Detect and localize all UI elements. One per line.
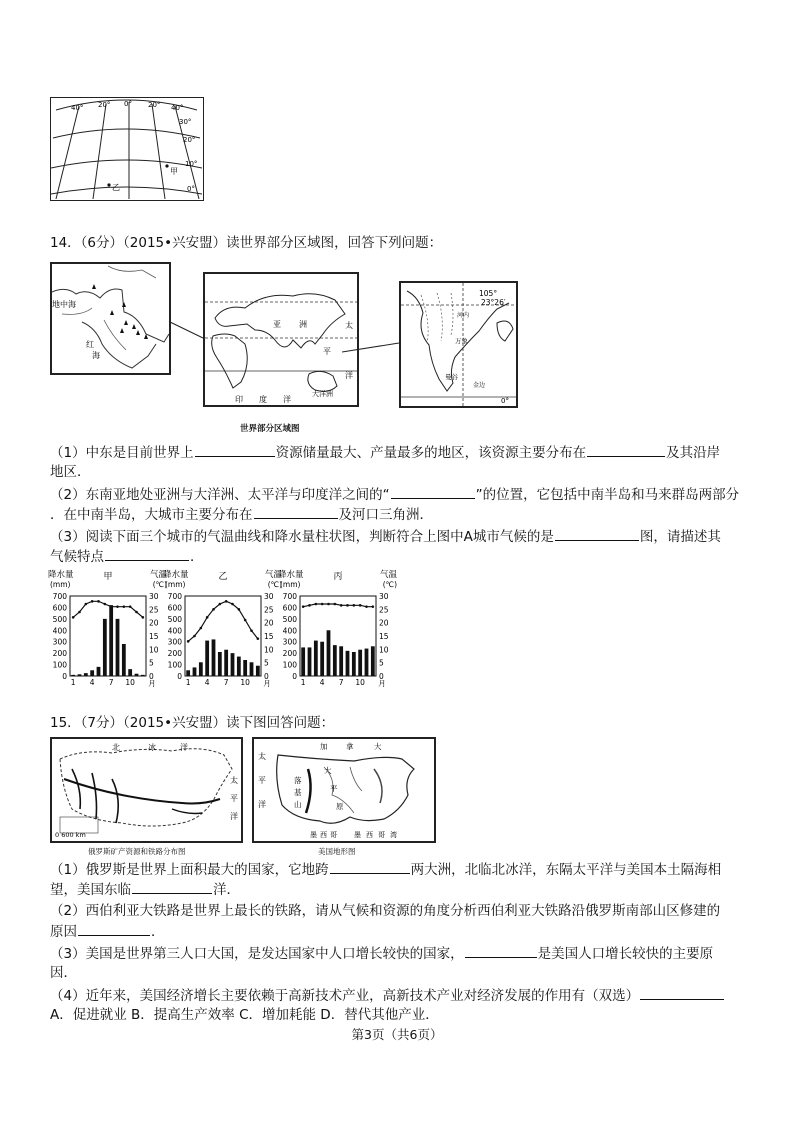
q15-sub3-line2: 因． bbox=[50, 965, 77, 981]
lon-label: 40° bbox=[171, 104, 184, 112]
map-label-red-sea: 红 bbox=[86, 340, 94, 349]
temperature-line bbox=[73, 601, 143, 617]
precip-bar bbox=[224, 650, 228, 676]
precip-bar bbox=[320, 642, 324, 676]
precip-bar bbox=[333, 645, 337, 676]
russia-resources-railway-map bbox=[50, 737, 243, 843]
precip-bar bbox=[237, 657, 241, 676]
y-tick-label: 200 bbox=[167, 649, 182, 659]
q15-sub4-line1: （4）近年来，美国经济增长主要依赖于高新技术产业，高新技术产业对经济发展的作用有（双选） bbox=[50, 985, 725, 1006]
map-label-asia-2: 洲 bbox=[299, 320, 307, 329]
x-tick-label: 7 bbox=[338, 678, 344, 687]
y2-axis-unit: (℃) bbox=[152, 580, 167, 589]
y2-tick-label: 25 bbox=[379, 605, 389, 615]
temperature-point bbox=[123, 605, 126, 608]
precip-bar bbox=[141, 675, 145, 676]
precip-bar bbox=[78, 674, 82, 676]
x-axis-unit: 月 bbox=[148, 679, 156, 688]
x-tick-label: 1 bbox=[70, 678, 76, 687]
y-tick-label: 500 bbox=[52, 614, 67, 624]
y2-tick-label: 0 bbox=[379, 672, 384, 681]
x-axis-unit: 月 bbox=[263, 679, 271, 688]
y2-tick-label: 0 bbox=[264, 672, 269, 681]
y-tick-label: 600 bbox=[167, 603, 182, 613]
precip-bar bbox=[103, 619, 107, 676]
map-label-mediterranean: 地中海 bbox=[52, 300, 76, 309]
y-tick-label: 100 bbox=[52, 660, 67, 670]
chart-title: 乙 bbox=[218, 572, 228, 582]
x-tick-label: 4 bbox=[89, 678, 95, 687]
map-label-rocky-2: 基 bbox=[294, 788, 302, 797]
map-label-pacific-3: 洋 bbox=[345, 371, 353, 380]
map-connector-lines bbox=[0, 0, 794, 450]
temperature-point bbox=[327, 603, 330, 606]
y-tick-label: 300 bbox=[167, 637, 182, 647]
y-tick-label: 200 bbox=[282, 649, 297, 659]
y-tick-label: 0 bbox=[177, 672, 182, 681]
q14-sub3-line2: 气候特点 ． bbox=[50, 546, 204, 567]
map-label-bangkok: 曼谷 bbox=[445, 373, 458, 381]
q14-sub2-line2: ．在中南半岛，大城市主要分布在 及河口三角洲． bbox=[50, 504, 433, 525]
map-label-indian-3: 洋 bbox=[283, 395, 291, 404]
temperature-line bbox=[188, 601, 258, 641]
lat-label: 30° bbox=[179, 118, 192, 126]
lat-label: 20° bbox=[183, 136, 196, 144]
q14-sub2-line1: （2）东南亚地处亚洲与大洋洲、太平洋与印度洋之间的“ ”的位置，它包括中南半岛和马来群岛两部分 bbox=[50, 484, 739, 505]
map-label-pacific-3: 洋 bbox=[258, 800, 266, 809]
precip-bar bbox=[339, 646, 343, 676]
temperature-point bbox=[359, 604, 362, 607]
answer-blank[interactable] bbox=[132, 879, 212, 894]
map-label-mexico-2: 西 bbox=[320, 831, 327, 839]
temperature-point bbox=[257, 637, 260, 640]
y-tick-label: 600 bbox=[52, 603, 67, 613]
temperature-point bbox=[91, 600, 94, 603]
precip-bar bbox=[116, 619, 120, 676]
precip-bar bbox=[371, 646, 375, 676]
answer-blank[interactable] bbox=[555, 526, 639, 541]
temperature-point bbox=[206, 616, 209, 619]
y2-tick-label: 5 bbox=[264, 658, 269, 668]
temperature-point bbox=[135, 611, 138, 614]
lon-label: 40° bbox=[71, 104, 84, 112]
temperature-point bbox=[315, 603, 318, 606]
world-map-caption: 世界部分区域图 bbox=[240, 424, 300, 434]
temperature-point bbox=[321, 603, 324, 606]
temperature-point bbox=[346, 604, 349, 607]
y2-axis-unit: (℃) bbox=[382, 580, 397, 589]
precip-bar bbox=[218, 652, 222, 676]
x-tick-label: 4 bbox=[319, 678, 325, 687]
y-tick-label: 300 bbox=[52, 637, 67, 647]
map-label-phnom-penh: 金边 bbox=[473, 382, 486, 389]
x-tick-label: 4 bbox=[204, 678, 210, 687]
map-label-red-sea-2: 海 bbox=[92, 351, 100, 360]
lon-label: 0° bbox=[124, 100, 132, 108]
map-label-canada-1: 加 bbox=[320, 742, 328, 751]
map-label-indian-2: 度 bbox=[259, 395, 267, 404]
y-axis-label: 降水量 bbox=[163, 570, 189, 580]
x-tick-label: 10 bbox=[240, 678, 250, 687]
temperature-point bbox=[187, 640, 190, 643]
precip-bar bbox=[199, 662, 203, 676]
map-label-oceania: 大洋洲 bbox=[312, 390, 333, 398]
page-footer: 第3页（共6页） bbox=[351, 1027, 443, 1042]
x-tick-label: 7 bbox=[108, 678, 114, 687]
point-label: 甲 bbox=[170, 167, 178, 176]
precip-bar bbox=[308, 647, 312, 676]
precip-bar bbox=[122, 644, 126, 676]
y-tick-label: 700 bbox=[52, 592, 67, 601]
y2-axis-label: 气温 bbox=[149, 570, 167, 580]
answer-blank[interactable] bbox=[640, 985, 724, 1000]
chart-title: 甲 bbox=[103, 572, 113, 582]
y-tick-label: 600 bbox=[282, 603, 297, 613]
climate-chart-yi bbox=[163, 568, 283, 688]
answer-blank[interactable] bbox=[330, 859, 410, 874]
lon-label: 20° bbox=[148, 101, 161, 109]
map-label-equator: 0° bbox=[501, 397, 509, 405]
temperature-point bbox=[353, 604, 356, 607]
answer-blank[interactable] bbox=[465, 943, 537, 958]
answer-blank[interactable] bbox=[587, 442, 665, 457]
y-axis-label: 降水量 bbox=[278, 570, 304, 580]
map-label-indian-1: 印 bbox=[235, 395, 243, 404]
answer-blank[interactable] bbox=[254, 504, 338, 519]
temperature-point bbox=[250, 629, 253, 632]
map-label-arctic-1: 北 bbox=[112, 743, 120, 752]
map-label-hanoi: 河内 bbox=[457, 312, 470, 319]
precip-bar bbox=[84, 673, 88, 676]
temperature-line bbox=[303, 604, 373, 607]
y-tick-label: 100 bbox=[282, 660, 297, 670]
precip-bar bbox=[327, 630, 331, 676]
climate-chart-bing bbox=[278, 568, 398, 688]
question-14-header: 14．（6分）（2015•兴安盟）读世界部分区域图，回答下列问题： bbox=[50, 235, 443, 251]
x-axis-unit: 月 bbox=[378, 679, 386, 688]
y2-tick-label: 10 bbox=[264, 645, 274, 655]
temperature-point bbox=[238, 608, 241, 611]
map-label-canada-2: 拿 bbox=[346, 742, 354, 751]
y2-tick-label: 25 bbox=[149, 605, 159, 615]
map-label-plain-3: 原 bbox=[336, 802, 344, 811]
map-label-pacific-2: 平 bbox=[323, 347, 331, 356]
temperature-point bbox=[78, 611, 81, 614]
y-tick-label: 300 bbox=[282, 637, 297, 647]
chart-title: 丙 bbox=[333, 572, 343, 582]
y-tick-label: 500 bbox=[167, 614, 182, 624]
answer-blank[interactable] bbox=[195, 442, 275, 457]
map-label-plain-2: 平 bbox=[330, 784, 338, 793]
precip-bar bbox=[97, 667, 101, 676]
y2-axis-unit: (℃) bbox=[267, 580, 282, 589]
temperature-point bbox=[110, 605, 113, 608]
x-tick-label: 7 bbox=[223, 678, 229, 687]
map-scale: 0 600 km bbox=[55, 831, 86, 839]
y2-axis-label: 气温 bbox=[379, 570, 397, 580]
precip-bar bbox=[186, 670, 190, 676]
y2-tick-label: 5 bbox=[379, 658, 384, 668]
precip-bar bbox=[301, 647, 305, 676]
temperature-point bbox=[142, 616, 145, 619]
q14-sub1-line1: （1）中东是目前世界上 资源储量最大、产量最多的地区，该资源主要分布在 及其沿岸 bbox=[50, 442, 720, 463]
y-tick-label: 700 bbox=[282, 592, 297, 601]
temperature-point bbox=[129, 605, 132, 608]
temperature-point bbox=[219, 603, 222, 606]
temperature-point bbox=[308, 604, 311, 607]
temperature-point bbox=[340, 604, 343, 607]
map-label-pacific-3: 洋 bbox=[230, 812, 238, 821]
map-label-tropic: 23°26′ bbox=[481, 298, 506, 307]
temperature-point bbox=[302, 605, 305, 608]
precip-bar bbox=[128, 669, 132, 676]
y-tick-label: 0 bbox=[62, 672, 67, 681]
precip-bar bbox=[346, 651, 350, 676]
temperature-point bbox=[72, 616, 75, 619]
temperature-point bbox=[193, 635, 196, 638]
y2-tick-label: 25 bbox=[264, 605, 274, 615]
plot-frame bbox=[70, 596, 146, 676]
q15-sub3-line1: （3）美国是世界第三人口大国，是发达国家中人口增长较快的国家， 是美国人口增长较快的主要原 bbox=[50, 943, 713, 964]
q15-sub2-line2: 原因 ． bbox=[50, 921, 165, 942]
map-label-rocky-3: 山 bbox=[294, 800, 302, 809]
temperature-point bbox=[365, 605, 368, 608]
precip-bar bbox=[358, 650, 362, 676]
temperature-point bbox=[200, 627, 203, 630]
y2-tick-label: 30 bbox=[379, 592, 389, 601]
y-tick-label: 0 bbox=[292, 672, 297, 681]
precip-bar bbox=[352, 652, 356, 676]
usa-terrain-map bbox=[252, 737, 436, 843]
temperature-point bbox=[231, 603, 234, 606]
precip-bar bbox=[193, 667, 197, 676]
map-label-rocky-1: 落 bbox=[294, 776, 302, 785]
y-tick-label: 100 bbox=[167, 660, 182, 670]
y2-tick-label: 15 bbox=[379, 632, 389, 641]
map-label-105: 105° bbox=[479, 289, 498, 298]
precip-bar bbox=[212, 639, 216, 676]
temperature-point bbox=[334, 603, 337, 606]
y-axis-unit: (mm) bbox=[50, 580, 71, 589]
map-label-mexico-3: 哥 bbox=[330, 831, 337, 839]
temperature-point bbox=[225, 600, 228, 603]
map-label-pacific-1: 太 bbox=[230, 776, 238, 785]
temperature-point bbox=[372, 605, 375, 608]
y-axis-unit: (mm) bbox=[165, 580, 186, 589]
map-label-mexico-1: 墨 bbox=[310, 831, 317, 839]
temperature-point bbox=[85, 603, 88, 606]
y-tick-label: 500 bbox=[282, 614, 297, 624]
x-tick-label: 1 bbox=[185, 678, 191, 687]
q14-sub1-line2: 地区． bbox=[50, 464, 91, 480]
q15-sub4-options: A．促进就业 B．提高生产效率 C．增加耗能 D．替代其他产业． bbox=[50, 1007, 439, 1023]
answer-blank[interactable] bbox=[105, 546, 189, 561]
temperature-point bbox=[212, 608, 215, 611]
point-label: 乙 bbox=[112, 183, 120, 192]
lon-label: 20° bbox=[98, 101, 111, 109]
temperature-point bbox=[244, 619, 247, 622]
y-axis-label: 降水量 bbox=[48, 570, 74, 580]
precip-bar bbox=[314, 641, 318, 676]
q15-sub2-line1: （2）西伯利亚大铁路是世界上最长的铁路，请从气候和资源的角度分析西伯利亚大铁路沿俄罗斯南部山区修建的 bbox=[50, 903, 721, 919]
precip-bar bbox=[205, 641, 209, 676]
y2-tick-label: 20 bbox=[149, 618, 159, 628]
precip-bar bbox=[135, 674, 139, 676]
y-axis-unit: (mm) bbox=[280, 580, 301, 589]
y-tick-label: 400 bbox=[167, 626, 182, 636]
y-tick-label: 700 bbox=[167, 592, 182, 601]
y2-tick-label: 20 bbox=[379, 618, 389, 628]
precip-bar bbox=[256, 666, 260, 676]
climate-chart-jia bbox=[48, 568, 168, 688]
map-label-pacific-1: 太 bbox=[345, 321, 353, 330]
precip-bar bbox=[365, 649, 369, 676]
y2-tick-label: 10 bbox=[149, 645, 159, 655]
answer-blank[interactable] bbox=[78, 921, 150, 936]
lat-label: 10° bbox=[185, 160, 198, 168]
temperature-point bbox=[97, 600, 100, 603]
answer-blank[interactable] bbox=[391, 484, 475, 499]
x-tick-label: 10 bbox=[125, 678, 135, 687]
y-tick-label: 400 bbox=[282, 626, 297, 636]
x-tick-label: 1 bbox=[300, 678, 306, 687]
temperature-point bbox=[104, 603, 107, 606]
precip-bar bbox=[243, 660, 247, 676]
q14-sub3-line1: （3）阅读下面三个城市的气温曲线和降水量柱状图，判断符合上图中A城市气候的是 图，请描述其 bbox=[50, 526, 721, 547]
precip-bar bbox=[90, 670, 94, 676]
precip-bar bbox=[250, 662, 254, 676]
x-tick-label: 10 bbox=[355, 678, 365, 687]
map-label-plain-1: 大 bbox=[324, 766, 332, 775]
temperature-point bbox=[116, 605, 119, 608]
y2-tick-label: 10 bbox=[379, 645, 389, 655]
map-label-pacific-2: 平 bbox=[230, 794, 238, 803]
y2-axis-label: 气温 bbox=[264, 570, 282, 580]
map-label-asia-1: 亚 bbox=[273, 320, 281, 329]
map-label-pacific-1: 太 bbox=[258, 752, 266, 761]
y2-tick-label: 15 bbox=[264, 632, 274, 641]
map-label-gulf-2: 西 bbox=[366, 831, 373, 839]
map-label-canada-3: 大 bbox=[374, 742, 382, 751]
map-label-gulf-3: 哥 bbox=[378, 831, 385, 839]
y2-tick-label: 30 bbox=[149, 592, 159, 601]
y-tick-label: 200 bbox=[52, 649, 67, 659]
map-label-gulf-1: 墨 bbox=[354, 831, 361, 839]
map-label-vientiane: 万象 bbox=[455, 337, 468, 345]
precip-bar bbox=[71, 675, 75, 676]
y-tick-label: 400 bbox=[52, 626, 67, 636]
question-15-header: 15．（7分）（2015•兴安盟）读下图回答问题： bbox=[50, 715, 335, 731]
y2-tick-label: 20 bbox=[264, 618, 274, 628]
map-label-gulf-4: 湾 bbox=[390, 831, 397, 839]
y2-tick-label: 5 bbox=[149, 658, 154, 668]
southeast-asia-map bbox=[399, 281, 518, 408]
lat-label: 0° bbox=[187, 185, 195, 193]
usa-map-caption: 美国地形图 bbox=[318, 847, 356, 856]
precip-bar bbox=[231, 653, 235, 676]
map-label-arctic-3: 洋 bbox=[180, 743, 188, 752]
y2-tick-label: 30 bbox=[264, 592, 274, 601]
map-label-arctic-2: 冰 bbox=[148, 743, 156, 752]
q15-sub1-line2: 望，美国东临 洋． bbox=[50, 879, 240, 900]
precip-bar bbox=[109, 605, 113, 676]
russia-map-caption: 俄罗斯矿产资源和铁路分布图 bbox=[88, 847, 186, 856]
y2-tick-label: 0 bbox=[149, 672, 154, 681]
map-label-pacific-2: 平 bbox=[258, 776, 266, 785]
q15-sub1-line1: （1）俄罗斯是世界上面积最大的国家，它地跨 两大洲，北临北冰洋，东隔太平洋与美国本土隔海相 bbox=[50, 859, 721, 880]
y2-tick-label: 15 bbox=[149, 632, 159, 641]
